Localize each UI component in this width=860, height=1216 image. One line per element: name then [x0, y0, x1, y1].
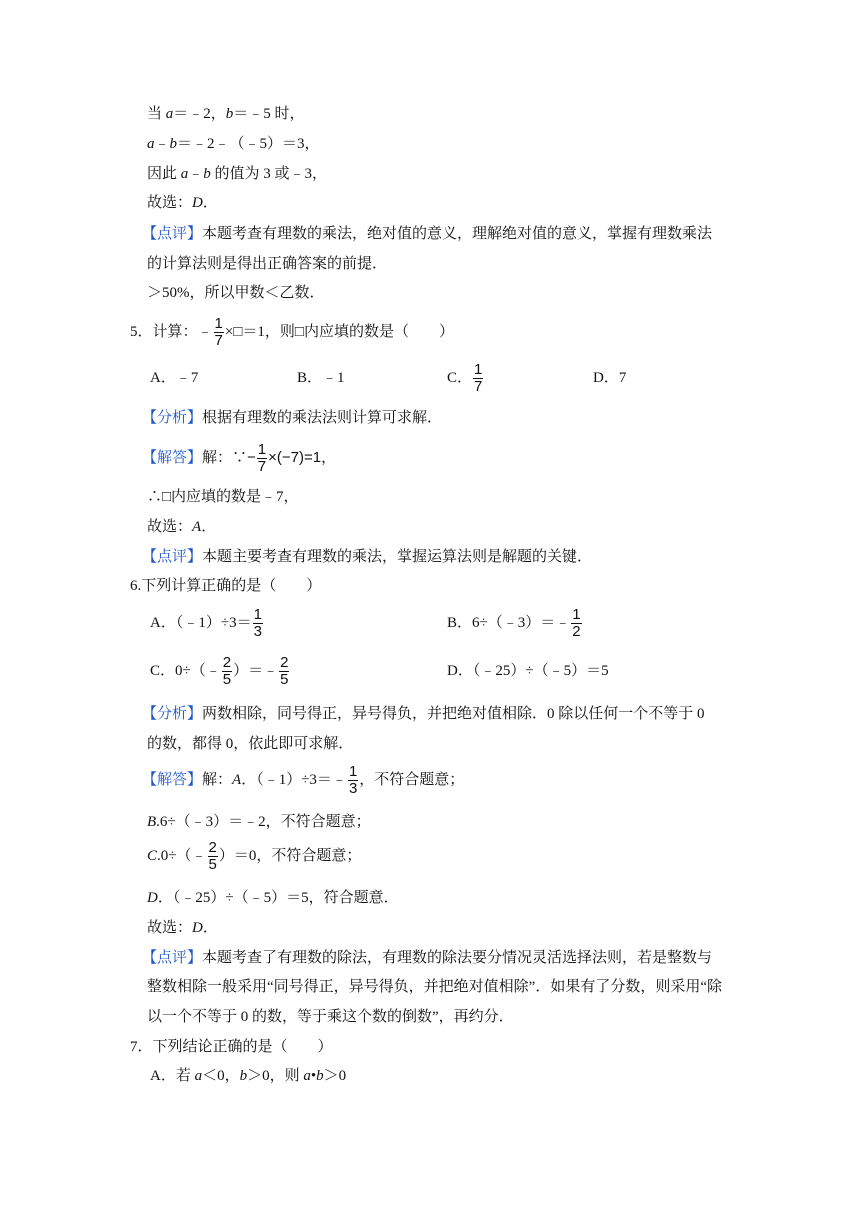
- text: 故选：: [147, 519, 193, 535]
- comment-text: 的计算法则是得出正确答案的前提．: [147, 256, 388, 272]
- analysis-line: [142, 704, 705, 724]
- choice-line: [147, 918, 218, 938]
- choice-line: [147, 517, 216, 537]
- option-a: [150, 368, 198, 388]
- fraction: [571, 607, 581, 640]
- variable: a: [194, 1068, 203, 1084]
- variable: a: [303, 1068, 311, 1084]
- comment-tag: 【点评】: [142, 226, 203, 242]
- text: C．0÷（﹣: [150, 663, 221, 679]
- denominator: 5: [280, 671, 289, 689]
- text: 解：∵: [202, 450, 248, 466]
- text: ．: [202, 195, 218, 211]
- analysis-text: 的数，都得 0，依此即可求解．: [147, 736, 354, 752]
- numerator: 1: [253, 606, 262, 624]
- text: ．: [202, 920, 218, 936]
- analysis-line: [147, 734, 353, 754]
- denominator: 2: [572, 623, 581, 641]
- text: D．（﹣25）÷（﹣5）＝5: [447, 663, 609, 679]
- text-line: [147, 283, 325, 303]
- option-letter: A: [232, 772, 242, 788]
- denominator: 7: [214, 332, 223, 350]
- comment-text: 整数相除一般采用“同号得正，异号得负，并把绝对值相除”．如果有了分数，则采用“除: [147, 979, 722, 995]
- comment-line: [142, 547, 592, 567]
- option-c: [447, 360, 484, 396]
- text: ＞50%，所以甲数＜乙数．: [147, 285, 325, 301]
- comment-line: [147, 1007, 514, 1027]
- text: 的值为 3 或﹣3，: [210, 166, 328, 182]
- comment-line: [147, 977, 722, 997]
- text: A．（﹣1）÷3＝: [150, 615, 252, 631]
- question-7-stem: [130, 1037, 333, 1057]
- numerator: 1: [214, 315, 223, 333]
- variable: b: [169, 136, 178, 152]
- denominator: 7: [474, 378, 483, 396]
- analysis-tag: 【分析】: [142, 410, 203, 426]
- text: ＝﹣2，: [173, 106, 226, 122]
- variable: b: [316, 1068, 324, 1084]
- text: B．6÷（﹣3）＝﹣: [447, 615, 571, 631]
- text: ＝﹣5 时，: [233, 106, 305, 122]
- text: 6.下列计算正确的是（ ）: [130, 578, 322, 594]
- numerator: 1: [474, 361, 483, 379]
- answer-line: [142, 440, 336, 476]
- numerator: 2: [280, 654, 289, 672]
- answer-tag: 【解答】: [142, 772, 203, 788]
- analysis-text: 根据有理数的乘法法则计算可求解．: [202, 410, 443, 426]
- denominator: 3: [253, 623, 262, 641]
- text: ，: [321, 450, 337, 466]
- numerator: 1: [348, 763, 358, 781]
- text: A．若: [150, 1068, 195, 1084]
- option-c: [150, 653, 290, 689]
- text: ＞0，则: [247, 1068, 304, 1084]
- text: ×□＝1，则□内应填的数是（ ）: [224, 324, 454, 340]
- text: ）＝0，不符合题意；: [218, 848, 362, 864]
- denominator: 3: [348, 780, 358, 798]
- solution-line: [147, 164, 327, 184]
- analysis-line: [142, 408, 442, 428]
- numerator: 1: [257, 441, 267, 459]
- text: 因此: [147, 166, 181, 182]
- denominator: 5: [208, 856, 217, 874]
- variable: b: [203, 166, 211, 182]
- option-d: [447, 661, 609, 681]
- text: ＜0，: [202, 1068, 240, 1084]
- text: ．: [201, 519, 217, 535]
- option-d: [593, 368, 626, 388]
- option-a: [150, 605, 264, 641]
- answer-line: [147, 838, 361, 874]
- numerator: 2: [208, 839, 217, 857]
- text: ﹣: [154, 136, 170, 152]
- text: 5．计算：﹣: [130, 324, 213, 340]
- option-b: [447, 605, 583, 641]
- text: ∴□内应填的数是﹣7，: [147, 489, 299, 505]
- analysis-text: 两数相除，同号得正，异号得负，并把绝对值相除．0 除以任何一个不等于 0: [202, 706, 705, 722]
- variable: a: [147, 136, 155, 152]
- fraction: [208, 840, 218, 873]
- numerator: 2: [222, 654, 232, 672]
- text: C．: [447, 370, 473, 386]
- variable: a: [180, 166, 189, 182]
- comment-line: [147, 254, 387, 274]
- text: 故选：: [147, 920, 193, 936]
- question-5-stem: [130, 314, 454, 350]
- answer-line: [147, 812, 371, 832]
- text: ＝﹣2﹣（﹣5）＝3，: [177, 136, 320, 152]
- text: D．7: [593, 370, 627, 386]
- answer-line: [147, 888, 399, 908]
- text: .6÷（﹣3）＝﹣2，不符合题意；: [156, 814, 371, 830]
- text: 故选：: [147, 195, 193, 211]
- answer-line: [142, 762, 464, 798]
- text: ．（﹣1）÷3＝﹣: [241, 772, 347, 788]
- variable: b: [239, 1068, 248, 1084]
- text: −: [247, 449, 256, 466]
- text: ）＝﹣: [233, 663, 279, 679]
- solution-line: [147, 104, 305, 124]
- numerator: 1: [572, 606, 581, 624]
- comment-text: 本题考查了有理数的除法，有理数的除法要分情况灵活选择法则，若是整数与: [202, 950, 713, 966]
- text: ＞0: [323, 1068, 347, 1084]
- denominator: 7: [257, 458, 267, 476]
- comment-line: [142, 948, 712, 968]
- variable: b: [225, 106, 234, 122]
- text: B．﹣1: [297, 370, 345, 386]
- text: ×(−7)=1: [268, 449, 322, 466]
- fraction: [222, 655, 232, 688]
- comment-tag: 【点评】: [142, 549, 203, 565]
- analysis-tag: 【分析】: [142, 706, 203, 722]
- solution-line: [147, 134, 320, 154]
- choice-line: [147, 193, 218, 213]
- comment-text: 本题考查有理数的乘法，绝对值的意义，理解绝对值的意义，掌握有理数乘法: [202, 226, 713, 242]
- answer-tag: 【解答】: [142, 450, 203, 466]
- option-letter: C: [147, 848, 158, 864]
- option-b: [297, 368, 345, 388]
- option-letter: B: [147, 814, 157, 830]
- fraction: [253, 607, 263, 640]
- fraction: [473, 362, 483, 395]
- comment-tag: 【点评】: [142, 950, 203, 966]
- text: •: [310, 1068, 317, 1084]
- answer-letter: D: [192, 195, 203, 211]
- answer-letter: A: [192, 519, 202, 535]
- text: ﹣: [188, 166, 204, 182]
- text: ．（﹣25）÷（﹣5）＝5，符合题意．: [157, 890, 399, 906]
- fraction: [257, 442, 267, 475]
- therefore-line: [147, 487, 299, 507]
- text: ，不符合题意；: [359, 772, 465, 788]
- text: 7．下列结论正确的是（ ）: [130, 1039, 333, 1055]
- option-letter: D: [147, 890, 158, 906]
- fraction: [214, 316, 224, 349]
- option-a: [150, 1066, 346, 1086]
- comment-text: 本题主要考查有理数的乘法，掌握运算法则是解题的关键．: [202, 549, 593, 565]
- variable: a: [165, 106, 174, 122]
- fraction: [348, 764, 358, 797]
- fraction: [279, 655, 289, 688]
- text: .0÷（﹣: [157, 848, 207, 864]
- question-6-stem: [130, 576, 321, 596]
- text: A．﹣7: [150, 370, 199, 386]
- answer-letter: D: [192, 920, 203, 936]
- text: 解：: [202, 772, 233, 788]
- denominator: 5: [222, 671, 232, 689]
- comment-text: 以一个不等于 0 的数，等于乘这个数的倒数”，再约分．: [147, 1009, 514, 1025]
- text: 当: [147, 106, 166, 122]
- comment-line: [142, 224, 712, 244]
